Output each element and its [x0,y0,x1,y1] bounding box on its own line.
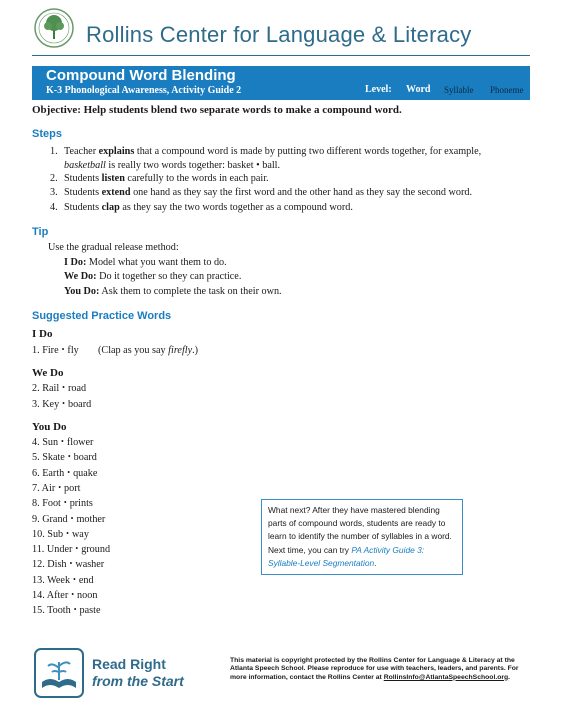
header-divider [32,55,530,56]
step-text: Students clap as they say the two words together as a compound word. [64,202,353,213]
open-book-icon [34,648,84,698]
list-item: 4. Sun • flower [32,437,94,448]
list-item: 11. Under • ground [32,544,111,556]
list-item: 2. Rail • road [32,383,87,394]
step-text: Students extend one hand as they say the first word and the other hand as they say the second word. [64,187,473,198]
list-item: 15. Tooth • paste [32,605,101,617]
i-do-heading: I Do [32,328,53,340]
level-syllable: Syllable [444,85,474,95]
list-item: 6. Earth • quake [32,467,98,479]
list-item: 5. Skate • board [32,452,97,464]
brand-line-2: from the Start [92,673,184,689]
tip-we-do: We Do: Do it together so they can practice. [64,271,242,282]
tip-you-do: You Do: Ask them to complete the task on their own. [64,286,282,297]
practice-heading: Suggested Practice Words [32,310,172,322]
level-word: Word [406,84,431,95]
objective: Objective: Help students blend two separate words to make a compound word. [32,104,402,116]
list-item: 13. Week • end [32,574,94,586]
title-bar [32,66,530,100]
step-text: Students listen carefully to the words in each pair. [64,173,269,184]
tip-i-do: I Do: Model what you want them to do. [64,257,227,268]
brand-line-1: Read Right [92,656,166,672]
tip-intro: Use the gradual release method: [48,242,179,253]
we-do-heading: We Do [32,367,64,379]
level-label: Level: [365,84,392,95]
activity-guide-link[interactable]: PA Activity Guide 3: Syllable-Level Segmentation [268,544,425,568]
list-item: 10. Sub • way [32,528,89,540]
list-item: 3. Key • board [32,398,92,410]
step-number: 4. [50,202,58,213]
you-do-heading: You Do [32,421,67,433]
list-item: 12. Dish • washer [32,559,105,571]
list-item: 7. Air • port [32,482,81,494]
step-number: 2. [50,173,58,184]
list-item: 14. After • noon [32,590,98,601]
i-do-note: (Clap as you say firefly.) [98,345,199,356]
page-subtitle: K-3 Phonological Awareness, Activity Guide 2 [46,85,242,96]
org-name: Rollins Center for Language & Literacy [86,22,472,47]
list-item: 1. Fire • fly [32,345,79,356]
step-number: 3. [50,187,58,198]
contact-email-link[interactable]: RollinsInfo@AtlantaSpeechSchool.org [383,673,509,681]
level-phoneme: Phoneme [490,85,524,95]
step-number: 1. [50,146,58,157]
list-item: 8. Foot • prints [32,498,93,510]
list-item: 9. Grand • mother [32,513,106,525]
tip-heading: Tip [32,226,49,238]
steps-heading: Steps [32,128,62,140]
tree-seal-icon [34,8,74,48]
what-next-callout: What next? After they have mastered blending parts of compound words, students are ready to learn to identify the number of syllables in a word. Next time, you can try PA Activity Guide 3: Syllable-Level Segmentation. [261,499,463,575]
page-title: Compound Word Blending [46,67,236,84]
step-text: Teacher explains that a compound word is made by putting two different words together, for example, basketball is really two words together: basket • ball. [64,146,482,171]
copyright-notice: This material is copyright protected by the Rollins Center for Language & Literacy at the Atlanta Speech School. Please reproduce for use with teachers, leaders, and parents. For more information, contact the Rollins Center at RollinsInfo@AtlantaSpeechSchool.org. [230,657,519,681]
